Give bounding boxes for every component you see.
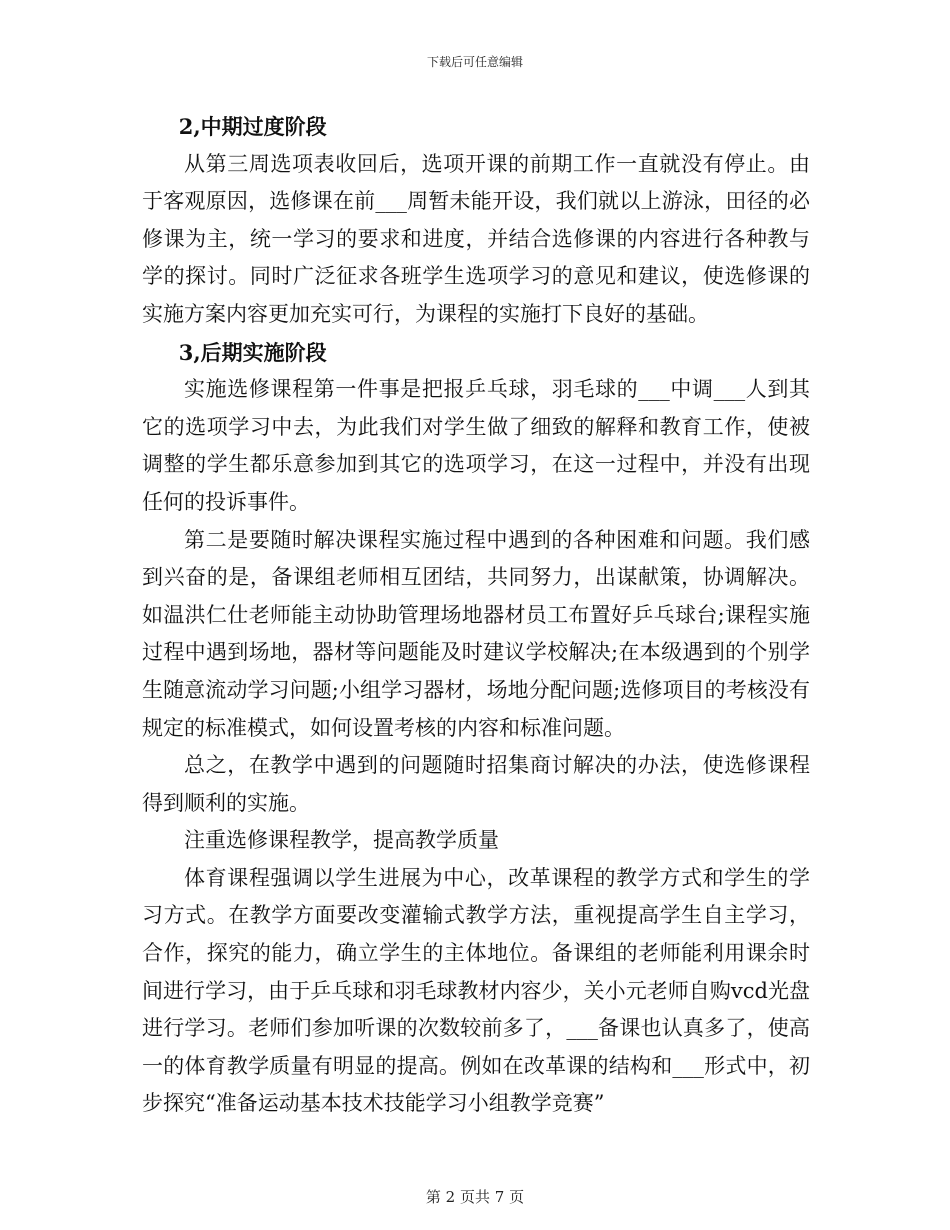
paragraph: 体育课程强调以学生进展为中心，改革课程的教学方式和学生的学习方式。在教学方面要改变灌输式教学方法，重视提高学生自主学习，合作，探究的能力，确立学生的主体地位。备课组的老师能利用课余时间进行学习，由于乒乓球和羽毛球教材内容少，关小元老师自购vcd光盘进行学习。老师们参加听课的次数较前多了，___备课也认真多了，使高一的体育教学质量有明显的提高。例如在改革课的结构和___形式中，初步探究“准备运动基本技术技能学习小组教学竞赛”: [142, 865, 810, 1116]
paragraph: 总之，在教学中遇到的问题随时招集商讨解决的办法，使选修课程得到顺利的实施。: [142, 753, 810, 815]
page-footer: 第 2 页共 7 页: [425, 1188, 525, 1206]
page-header: 下载后可任意编辑: [426, 55, 523, 69]
section-heading: 3,后期实施阶段: [178, 339, 327, 365]
paragraph: 第二是要随时解决课程实施过程中遇到的各种困难和问题。我们感到兴奋的是，备课组老师相互团结，共同努力，出谋献策，协调解决。如温洪仁仕老师能主动协助管理场地器材员工布置好乒乓球台;课程实施过程中遇到场地，器材等问题能及时建议学校解决;在本级遇到的个别学生随意流动学习问题;小组学习器材，场地分配问题;选修项目的考核没有规定的标准模式，如何设置考核的内容和标准问题。: [142, 527, 810, 740]
paragraph: 注重选修课程教学，提高教学质量: [184, 828, 499, 853]
paragraph: 实施选修课程第一件事是把报乒乓球，羽毛球的___中调___人到其它的选项学习中去，为此我们对学生做了细致的解释和教育工作，使被调整的学生都乐意参加到其它的选项学习，在这一过程中，并没有出现任何的投诉事件。: [142, 377, 810, 514]
section-heading: 2,中期过度阶段: [178, 114, 327, 139]
document-body: [142, 108, 810, 1123]
paragraph: 从第三周选项表收回后，选项开课的前期工作一直就没有停止。由于客观原因，选修课在前___周暂未能开设，我们就以上游泳，田径的必修课为主，统一学习的要求和进度，并结合选修课的内容进行各种教与学的探讨。同时广泛征求各班学生选项学习的意见和建议，使选修课的实施方案内容更加充实可行，为课程的实施打下良好的基础。: [142, 151, 810, 326]
